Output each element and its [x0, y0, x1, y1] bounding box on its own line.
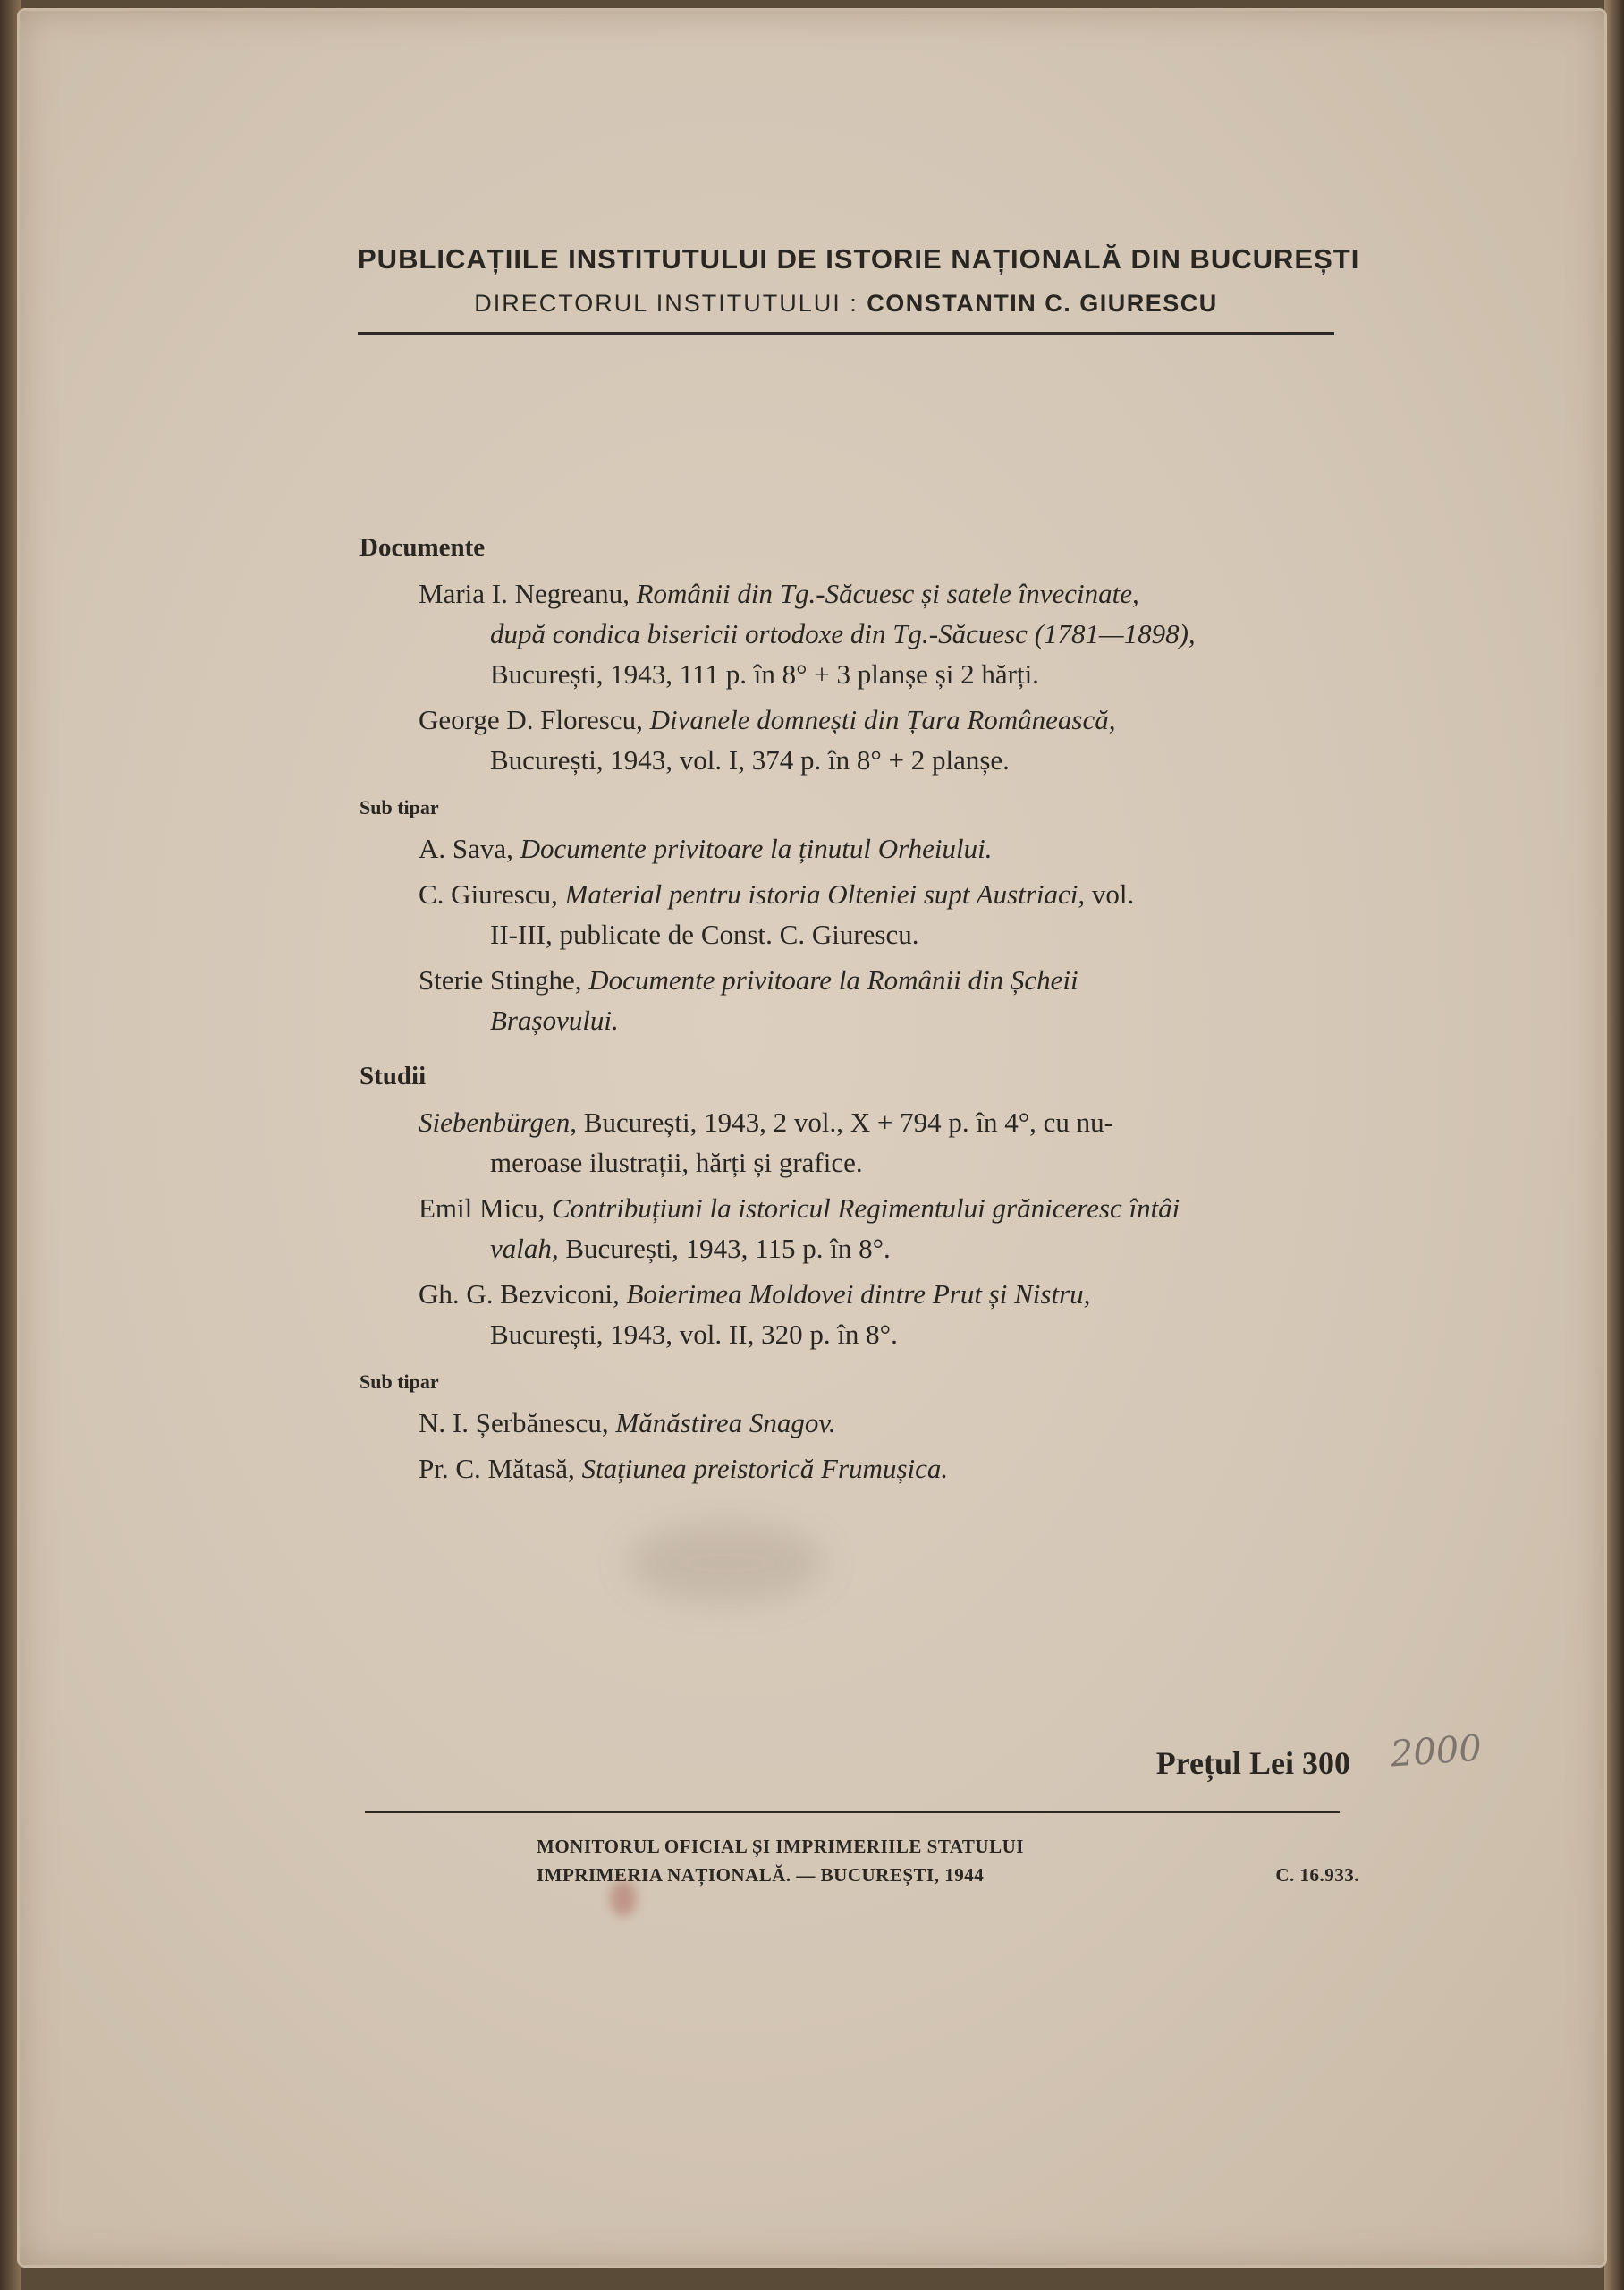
- entry-title: Românii din Tg.-Săcuesc și satele învecinate,: [636, 578, 1139, 609]
- entry-title: Material pentru istoria Olteniei supt Austriaci,: [564, 878, 1086, 910]
- list-item: [359, 573, 1354, 694]
- imprint-line-2: IMPRIMERIA NAȚIONALĂ. — BUCUREȘTI, 1944: [537, 1864, 985, 1886]
- section-title-documente: Documente: [359, 533, 486, 562]
- entry-author: Sterie Stinghe,: [419, 964, 582, 996]
- book-edge-left: [0, 0, 21, 2290]
- list-item: [359, 1448, 1354, 1488]
- footer-rule: [365, 1811, 1340, 1813]
- entry-title: Boierimea Moldovei dintre Prut și Nistru,: [626, 1278, 1091, 1310]
- list-item: [359, 1403, 1354, 1443]
- entry-author: Pr. C. Mătasă,: [419, 1453, 575, 1484]
- section-title-studii: Studii: [359, 1062, 427, 1090]
- entry-author: A. Sava,: [419, 833, 513, 864]
- entry-details: București, 1943, 111 p. în 8° + 3 planșe și 2 hărți.: [490, 658, 1039, 690]
- entry-title: Documente privitoare la ținutul Orheiului.: [520, 833, 993, 864]
- entry-author: Maria I. Negreanu,: [419, 578, 630, 609]
- entry-details: II-III, publicate de Const. C. Giurescu.: [490, 919, 919, 950]
- list-item: [359, 960, 1354, 1040]
- entry-details: București, 1943, 2 vol., X + 794 p. în 4°, cu nu-: [583, 1107, 1113, 1138]
- director-name: CONSTANTIN C. GIURESCU: [867, 290, 1218, 317]
- list-item: [359, 700, 1354, 780]
- price-label: Prețul Lei 300: [1155, 1745, 1350, 1781]
- entry-author: N. I. Șerbănescu,: [419, 1407, 609, 1438]
- entry-title: Siebenbürgen,: [419, 1107, 578, 1138]
- list-item: [359, 1102, 1354, 1183]
- entry-details: București, 1943, 115 p. în 8°.: [565, 1233, 891, 1264]
- director-label: DIRECTORUL INSTITUTULUI :: [474, 290, 859, 317]
- print-code: C. 16.933.: [1275, 1864, 1359, 1886]
- entry-author: Emil Micu,: [419, 1192, 546, 1224]
- publication-list: [359, 519, 1354, 1488]
- series-title: PUBLICAȚIILE INSTITUTULUI DE ISTORIE NAȚIONALĂ DIN BUCUREȘTI: [358, 243, 1360, 275]
- entry-title: Mănăstirea Snagov.: [615, 1407, 836, 1438]
- entry-title: Divanele domnești din Țara Românească,: [649, 704, 1116, 735]
- entry-title-continued: după condica bisericii ortodoxe din Tg.-Săcuesc (1781—1898),: [490, 618, 1196, 649]
- entry-author: Gh. G. Bezviconi,: [419, 1278, 620, 1310]
- entry-title-continued: valah,: [490, 1233, 559, 1264]
- imprint-line-1: MONITORUL OFICIAL ȘI IMPRIMERIILE STATULUI: [537, 1836, 1024, 1857]
- entry-details: București, 1943, vol. I, 374 p. în 8° + 2 planșe.: [490, 744, 1010, 776]
- director-line: [358, 290, 1334, 318]
- subsection-sub-tipar: Sub tipar: [359, 796, 439, 818]
- publication-header: [358, 243, 1360, 335]
- entry-title: Documente privitoare la Românii din Șcheii: [588, 964, 1078, 996]
- book-edge-right: [1604, 0, 1624, 2290]
- entry-vol: vol.: [1091, 878, 1135, 910]
- entry-title-continued: Brașovului.: [490, 1005, 619, 1036]
- handwritten-note: 2000: [1389, 1727, 1484, 1776]
- entry-details: București, 1943, vol. II, 320 p. în 8°.: [490, 1319, 898, 1350]
- entry-title: Stațiunea preistorică Frumușica.: [581, 1453, 949, 1484]
- list-item: [359, 828, 1354, 869]
- entry-details-continued: meroase ilustrații, hărți și grafice.: [490, 1147, 863, 1178]
- printer-imprint: [537, 1832, 1359, 1889]
- entry-author: George D. Florescu,: [419, 704, 643, 735]
- stain: [628, 1522, 825, 1603]
- list-item: [359, 874, 1354, 954]
- entry-author: C. Giurescu,: [419, 878, 558, 910]
- entry-title: Contribuțiuni la istoricul Regimentului grăniceresc întâi: [551, 1192, 1180, 1224]
- header-rule: [358, 332, 1334, 335]
- list-item: [359, 1274, 1354, 1354]
- list-item: [359, 1188, 1354, 1268]
- subsection-sub-tipar: Sub tipar: [359, 1370, 439, 1393]
